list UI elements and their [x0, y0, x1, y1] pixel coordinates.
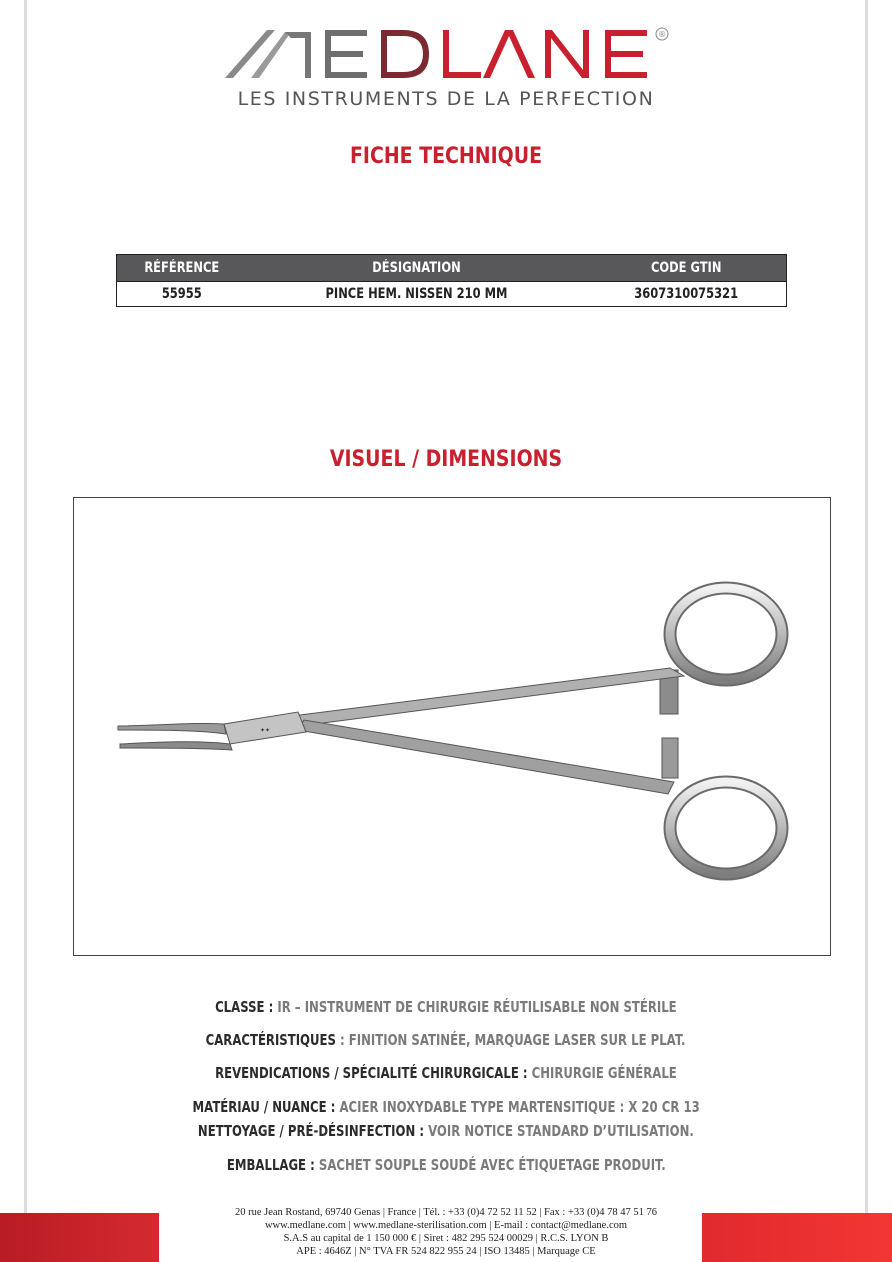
visuel-dimensions-title: VISUEL / DIMENSIONS: [329, 447, 563, 472]
spec-revendications: [0, 1064, 892, 1082]
spec-nettoyage: [0, 1122, 892, 1140]
header-designation: DÉSIGNATION: [371, 260, 461, 276]
footer-web: www.medlane.com | www.medlane-sterilisation.com | E-mail : contact@medlane.com: [264, 1220, 628, 1231]
footer-registration: APE : 4646Z | N° TVA FR 524 822 955 24 | ISO 13485 | Marquage CE: [296, 1246, 596, 1257]
spec-label: EMBALLAGE :: [226, 1156, 315, 1174]
spec-label: MATÉRIAU / NUANCE :: [192, 1098, 336, 1116]
footer-company: S.A.S au capital de 1 150 000 € | Siret : 482 295 524 00029 | R.C.S. LYON B: [283, 1233, 609, 1244]
engraving-mark: ✦✦: [260, 727, 271, 734]
spec-caracteristiques: [0, 1031, 892, 1049]
spec-emballage: [0, 1156, 892, 1174]
spec-label: CLASSE :: [215, 998, 274, 1016]
cell-reference: 55955: [161, 286, 202, 302]
fiche-technique-title: FICHE TECHNIQUE: [350, 144, 542, 169]
cell-gtin: 3607310075321: [633, 286, 738, 302]
spec-label: NETTOYAGE / PRÉ-DÉSINFECTION :: [198, 1122, 425, 1140]
spec-label: CARACTÉRISTIQUES: [206, 1031, 337, 1049]
header-gtin: CODE GTIN: [650, 260, 722, 276]
registered-mark: ®: [658, 30, 666, 39]
spec-label: REVENDICATIONS / SPÉCIALITÉ CHIRURGICALE :: [215, 1064, 528, 1082]
table-row: [117, 281, 786, 306]
table-header-row: [117, 255, 786, 281]
spec-value: SACHET SOUPLE SOUDÉ AVEC ÉTIQUETAGE PRODUIT.: [314, 1156, 666, 1174]
spec-value: CHIRURGIE GÉNÉRALE: [527, 1064, 677, 1082]
medlane-logo: [215, 22, 685, 84]
spec-value: VOIR NOTICE STANDARD D’UTILISATION.: [424, 1122, 694, 1140]
header-reference: RÉFÉRENCE: [144, 260, 220, 276]
spec-value: IR – INSTRUMENT DE CHIRURGIE RÉUTILISABLE NON STÉRILE: [273, 998, 677, 1016]
spec-classe: [0, 998, 892, 1016]
cell-designation: PINCE HEM. NISSEN 210 MM: [325, 286, 508, 302]
footer-address: 20 rue Jean Rostand, 69740 Genas | France | Tél. : +33 (0)4 72 52 11 52 | Fax : +33 (0)4 78 47 51 76: [234, 1207, 658, 1218]
spec-materiau: [0, 1098, 892, 1116]
surgical-forceps-icon: [74, 498, 832, 957]
brand-tagline: LES INSTRUMENTS DE LA PERFECTION: [237, 88, 655, 110]
product-image-frame: [73, 497, 831, 956]
reference-table: [116, 254, 787, 307]
spec-value: : FINITION SATINÉE, MARQUAGE LASER SUR LE PLAT.: [336, 1031, 686, 1049]
spec-value: ACIER INOXYDABLE TYPE MARTENSITIQUE : X 20 CR 13: [335, 1098, 700, 1116]
